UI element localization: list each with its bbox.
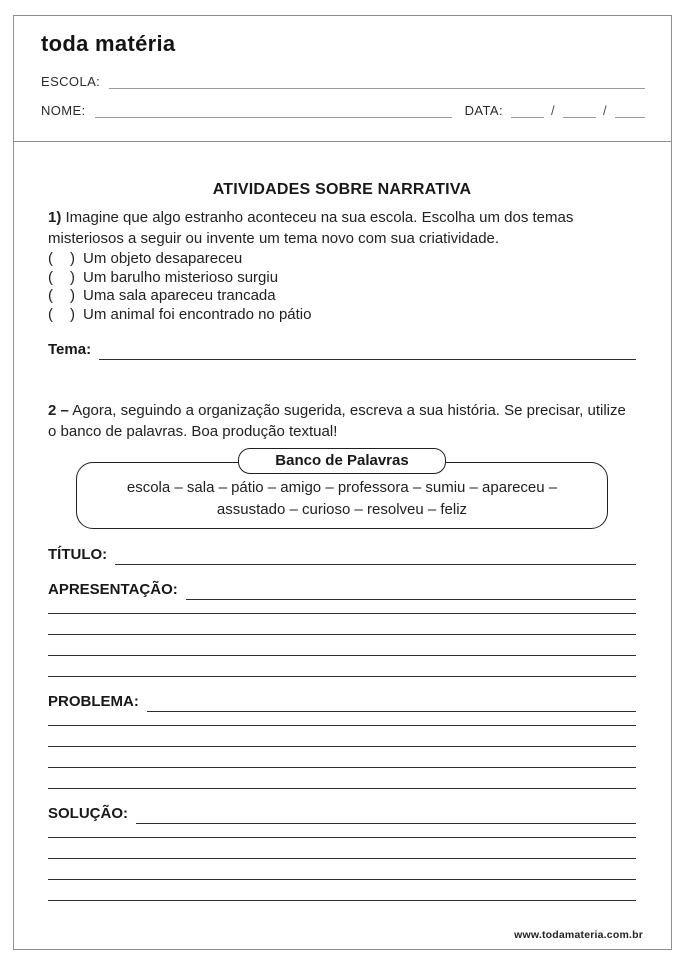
worksheet-title: ATIVIDADES SOBRE NARRATIVA: [212, 181, 472, 198]
writing-line: [48, 880, 636, 901]
writing-line: [48, 600, 636, 614]
word-bank-words-line1: escola – sala – pátio – amigo – professora – sumiu – apareceu –: [126, 478, 558, 496]
name-date-row: [41, 103, 645, 118]
solucao-field-row: [48, 803, 636, 824]
option-row: [48, 269, 636, 288]
titulo-blank-line: [115, 550, 636, 565]
name-blank-line: [95, 105, 452, 118]
checkbox-field: ( ): [48, 287, 75, 305]
writing-line: [48, 768, 636, 789]
school-field-row: [41, 74, 645, 89]
option-label: Um objeto desapareceu: [83, 250, 243, 267]
worksheet-sheet: [13, 15, 672, 950]
question-1: [48, 207, 596, 249]
option-row: [48, 250, 636, 269]
option-row: [48, 306, 636, 325]
writing-line: [48, 712, 636, 726]
writing-line: [48, 614, 636, 635]
writing-line: [48, 656, 636, 677]
apresentacao-label: APRESENTAÇÃO:: [48, 580, 178, 598]
date-label: DATA:: [464, 103, 503, 118]
date-slash: /: [550, 103, 555, 118]
problema-blank-line: [147, 697, 636, 712]
question-2: [48, 400, 626, 442]
solucao-label: SOLUÇÃO:: [48, 804, 128, 822]
writing-line: [48, 726, 636, 747]
tema-blank-line: [99, 345, 636, 360]
sheet-header: [14, 16, 671, 142]
worksheet-content: [14, 179, 671, 901]
date-month-blank-line: [563, 105, 596, 118]
options-list: [48, 250, 636, 325]
checkbox-field: ( ): [48, 268, 75, 286]
problema-field-row: [48, 691, 636, 712]
toda-materia-logo: toda matéria: [41, 31, 176, 56]
problema-label: PROBLEMA:: [48, 692, 139, 710]
option-row: [48, 287, 636, 306]
tema-field-row: [48, 341, 636, 360]
date-slash: /: [602, 103, 607, 118]
writing-line: [48, 635, 636, 656]
option-label: Um animal foi encontrado no pátio: [83, 306, 312, 324]
checkbox-field: ( ): [48, 306, 75, 324]
option-label: Uma sala apareceu trancada: [83, 287, 276, 305]
writing-line: [48, 838, 636, 859]
question-1-number: 1): [48, 209, 62, 226]
date-day-blank-line: [511, 105, 544, 118]
school-blank-line: [109, 76, 645, 89]
solucao-blank-line: [136, 809, 636, 824]
word-bank-title: Banco de Palavras: [238, 448, 446, 474]
checkbox-field: ( ): [48, 250, 75, 267]
titulo-label: TÍTULO:: [48, 545, 108, 563]
word-bank: [48, 448, 636, 529]
date-field: [465, 103, 645, 118]
writing-line: [48, 747, 636, 768]
name-label: NOME:: [41, 103, 86, 118]
option-label: Um barulho misterioso surgiu: [83, 268, 279, 286]
date-year-blank-line: [615, 105, 645, 118]
writing-line: [48, 859, 636, 880]
question-2-number: 2 –: [48, 401, 69, 419]
question-2-text: Agora, seguindo a organização sugerida, escreva a sua história. Se precisar, utilize o banco de palavras. Boa produção textual!: [48, 401, 626, 440]
apresentacao-blank-line: [186, 585, 636, 600]
apresentacao-field-row: [48, 579, 636, 600]
word-bank-words-line2: assustado – curioso – resolveu – feliz: [216, 500, 468, 518]
tema-label: Tema:: [48, 340, 92, 358]
question-1-text: Imagine que algo estranho aconteceu na sua escola. Escolha um dos temas misteriosos a seguir ou invente um tema novo com sua criatividade.: [48, 209, 574, 247]
website-url: www.todamateria.com.br: [514, 929, 643, 941]
writing-line: [48, 824, 636, 838]
titulo-field-row: [48, 544, 636, 565]
school-label: ESCOLA:: [41, 74, 101, 89]
